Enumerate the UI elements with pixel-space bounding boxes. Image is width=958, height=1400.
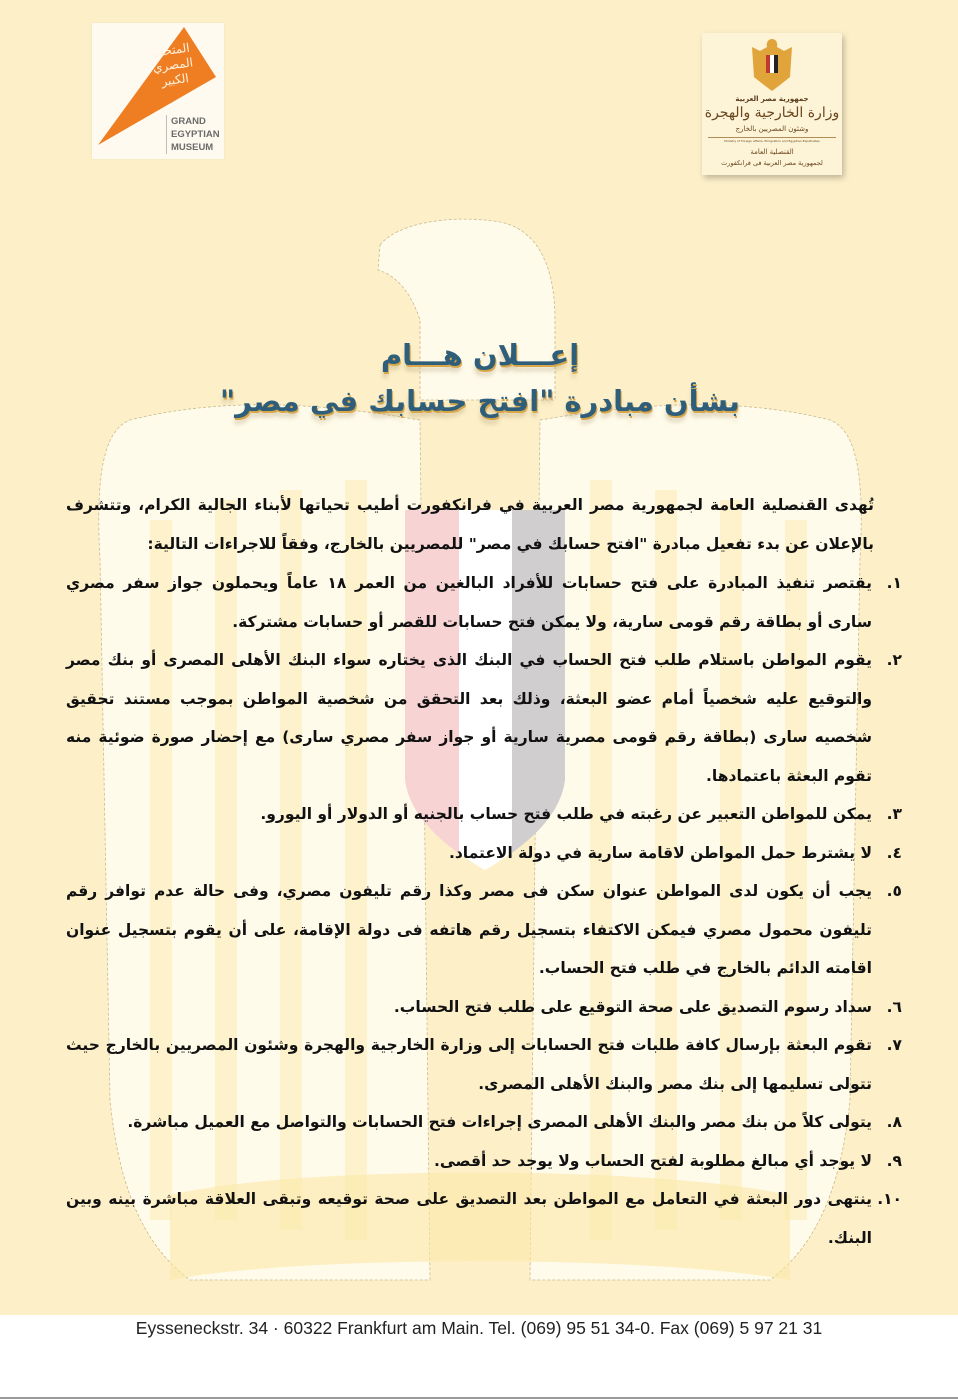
list-item	[66, 1026, 902, 1103]
list-item	[66, 834, 902, 873]
item-text: يقوم المواطن باستلام طلب فتح الحساب في البنك الذى يختاره سواء البنك الأهلى المصرى أو بنك مصر والتوقيع عليه شخصياً أمام عضو البعثة، وذلك بعد التحقق من شخصية المواطن بموجب مستند تحقيق شخصيه سارى (بطاقة رقم قومى مصرية سارية أو جواز سفر مصري سارى) مع إحضار صورة ضوئية منه تقوم البعثة باعتمادها.	[66, 651, 872, 785]
gem-english-wordmark: GRAND EGYPTIAN MUSEUM	[166, 115, 227, 154]
consulate-logo-city: لجمهورية مصر العربية فى فرانكفورت	[721, 159, 823, 167]
item-number: ٦.	[886, 997, 902, 1016]
list-item	[66, 564, 902, 641]
list-item	[66, 641, 902, 795]
item-number: ٨.	[886, 1113, 902, 1131]
list-item	[66, 1142, 902, 1181]
item-text: يمكن للمواطن التعبير عن رغبته في طلب فتح حساب بالجنيه أو الدولار أو اليورو.	[260, 805, 872, 823]
item-text: يجب أن يكون لدى المواطن عنوان سكن فى مصر وكذا رقم تليفون مصري، وفى حالة عدم توافر رقم تليفون محمول مصري فيمكن الاكتفاء بتسجيل رقم هاتفه فى دولة الإقامة، على أن يقوم بتسجيل عنوان اقامته الدائم بالخارج في طلب فتح الحساب.	[66, 882, 872, 977]
grand-egyptian-museum-logo	[92, 23, 224, 159]
gem-arabic-wordmark: المتحف المصري الكبير	[151, 40, 194, 89]
title-subheading: بشأن مبادرة "افتح حسابك في مصر"	[220, 384, 740, 418]
item-text: لا يوجد أي مبالغ مطلوبة لفتح الحساب ولا يوجد حد أقصى.	[433, 1151, 872, 1170]
bottom-divider	[0, 1397, 958, 1399]
intro-paragraph: تُهدى القنصلية العامة لجمهورية مصر العربية في فرانكفورت أطيب تحياتها لأبناء الجالية الكرام، وتتشرف بالإعلان عن بدء تفعيل مبادرة "افتح حسابك في مصر" للمصريين بالخارج، وفقاً للاجراءات التالية:	[66, 496, 874, 553]
item-number: ٢.	[886, 651, 902, 669]
list-item	[66, 1180, 902, 1257]
procedures-list	[66, 564, 902, 1257]
item-number: ٣.	[886, 805, 902, 823]
footer-address: Eysseneckstr. 34 · 60322 Frankfurt am Main. Tel. (069) 95 51 34-0. Fax (069) 5 97 21 31	[135, 1318, 823, 1338]
item-number: ٩.	[886, 1151, 902, 1170]
item-number: ٧.	[886, 1036, 902, 1054]
item-number: ٥.	[886, 882, 902, 900]
title-heading: إعـــلان هـــام	[380, 338, 580, 372]
item-text: يقتصر تنفيذ المبادرة على فتح حسابات للأفراد البالغين من العمر ١٨ عاماً ويحملون جواز سفر مصري سارى أو بطاقة رقم قومى سارية، ولا يمكن فتح حسابات للقصر أو حسابات مشتركة.	[66, 574, 872, 631]
consulate-logo-consulate: القنصلية العامة	[750, 148, 794, 156]
consulate-logo-english: Ministry of Foreign Affairs, Emigration and Egyptian Expatriates	[708, 137, 836, 143]
consulate-logo-country: جمهورية مصر العربية	[735, 95, 809, 103]
announcement-title	[200, 335, 760, 423]
consulate-logo-ministry-sub: وشئون المصريين بالخارج	[735, 125, 809, 133]
consulate-logo	[702, 33, 842, 175]
item-text: سداد رسوم التصديق على صحة التوقيع على طلب فتح الحساب.	[393, 997, 872, 1016]
list-item	[66, 795, 902, 834]
item-text: تقوم البعثة بإرسال كافة طلبات فتح الحسابات إلى وزارة الخارجية والهجرة وشئون المصريين بالخارج حيث تتولى تسليمها إلى بنك مصر والبنك الأهلى المصرى.	[66, 1036, 872, 1093]
item-number: ٤.	[886, 843, 902, 862]
item-text: لا يشترط حمل المواطن لاقامة سارية في دولة الاعتماد.	[448, 843, 872, 862]
item-text: يتولى كلاً من بنك مصر والبنك الأهلى المصرى إجراءات فتح الحسابات والتواصل مع العميل مباشرة.	[127, 1113, 872, 1131]
list-item	[66, 988, 902, 1027]
announcement-body	[66, 486, 902, 1257]
item-number: ١.	[886, 574, 902, 592]
list-item	[66, 872, 902, 988]
egypt-eagle-icon	[750, 37, 794, 93]
consulate-logo-ministry: وزارة الخارجية والهجرة	[704, 105, 840, 121]
item-number: ١٠.	[877, 1190, 902, 1208]
list-item	[66, 1103, 902, 1142]
item-text: ينتهى دور البعثة في التعامل مع المواطن بعد التصديق على صحة توقيعه وتبقى العلاقة مباشرة بينه وبين البنك.	[66, 1190, 872, 1247]
